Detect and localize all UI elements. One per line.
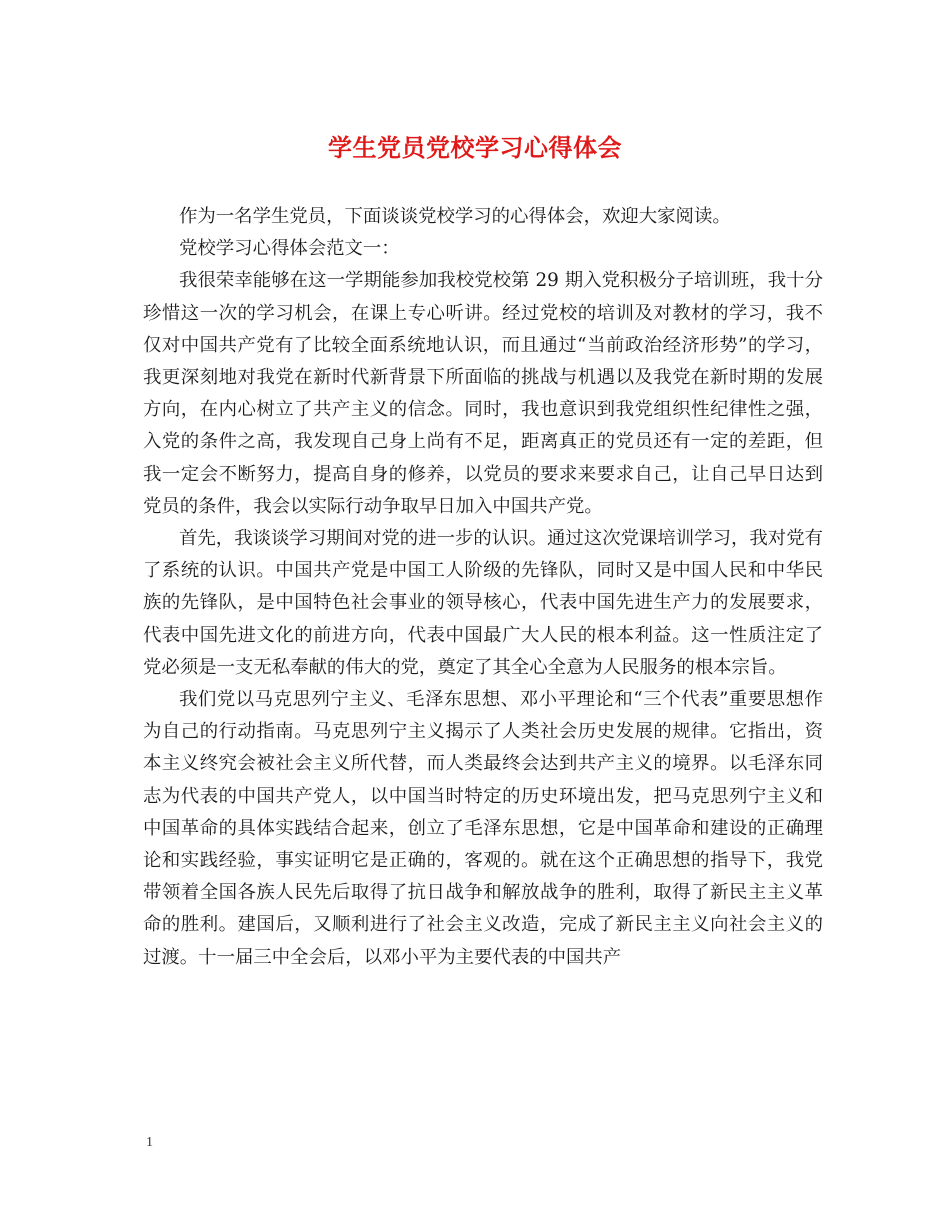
body-paragraph-2: 首先，我谈谈学习期间对党的进一步的认识。通过这次党课培训学习，我对党有了系统的认识。中国共产党是中国工人阶级的先锋队，同时又是中国人民和中华民族的先锋队，是中国特色社会事业的领导核心，代表中国先进生产力的发展要求，代表中国先进文化的前进方向，代表中国最广大人民的根本利益。这一性质注定了党必须是一支无私奉献的伟大的党，奠定了其全心全意为人民服务的根本宗旨。 — [143, 528, 823, 678]
document-title: 学生党员党校学习心得体会 — [328, 133, 622, 162]
document-body — [143, 201, 823, 974]
body-paragraph-1: 我很荣幸能够在这一学期能参加我校党校第 29 期入党积极分子培训班，我十分珍惜这一次的学习机会，在课上专心听讲。经过党校的培训及对教材的学习，我不仅对中国共产党有了比较全面系统地认识，而且通过“当前政治经济形势”的学习，我更深刻地对我党在新时代新背景下所面临的挑战与机遇以及我党在新时期的发展方向，在内心树立了共产主义的信念。同时，我也意识到我党组织性纪律性之强，入党的条件之高，我发现自己身上尚有不足，距离真正的党员还有一定的差距，但我一定会不断努力，提高自身的修养，以党员的要求来要求自己，让自己早日达到党员的条件，我会以实际行动争取早日加入中国共产党。 — [143, 270, 823, 517]
section-heading-paragraph: 党校学习心得体会范文一： — [179, 238, 400, 260]
page-number: 1 — [146, 1135, 153, 1150]
intro-paragraph: 作为一名学生党员，下面谈谈党校学习的心得体会，欢迎大家阅读。 — [179, 206, 731, 227]
body-paragraph-3: 我们党以马克思列宁主义、毛泽东思想、邓小平理论和“三个代表”重要思想作为自己的行动指南。马克思列宁主义揭示了人类社会历史发展的规律。它指出，资本主义终究会被社会主义所代替，而人类最终会达到共产主义的境界。以毛泽东同志为代表的中国共产党人，以中国当时特定的历史环境出发，把马克思列宁主义和中国革命的具体实践结合起来，创立了毛泽东思想，它是中国革命和建设的正确理论和实践经验，事实证明它是正确的，客观的。就在这个正确思想的指导下，我党带领着全国各族人民先后取得了抗日战争和解放战争的胜利，取得了新民主主义革命的胜利。建国后，又顺利进行了社会主义改造，完成了新民主主义向社会主义的过渡。十一届三中全会后，以邓小平为主要代表的中国共产 — [143, 689, 823, 968]
